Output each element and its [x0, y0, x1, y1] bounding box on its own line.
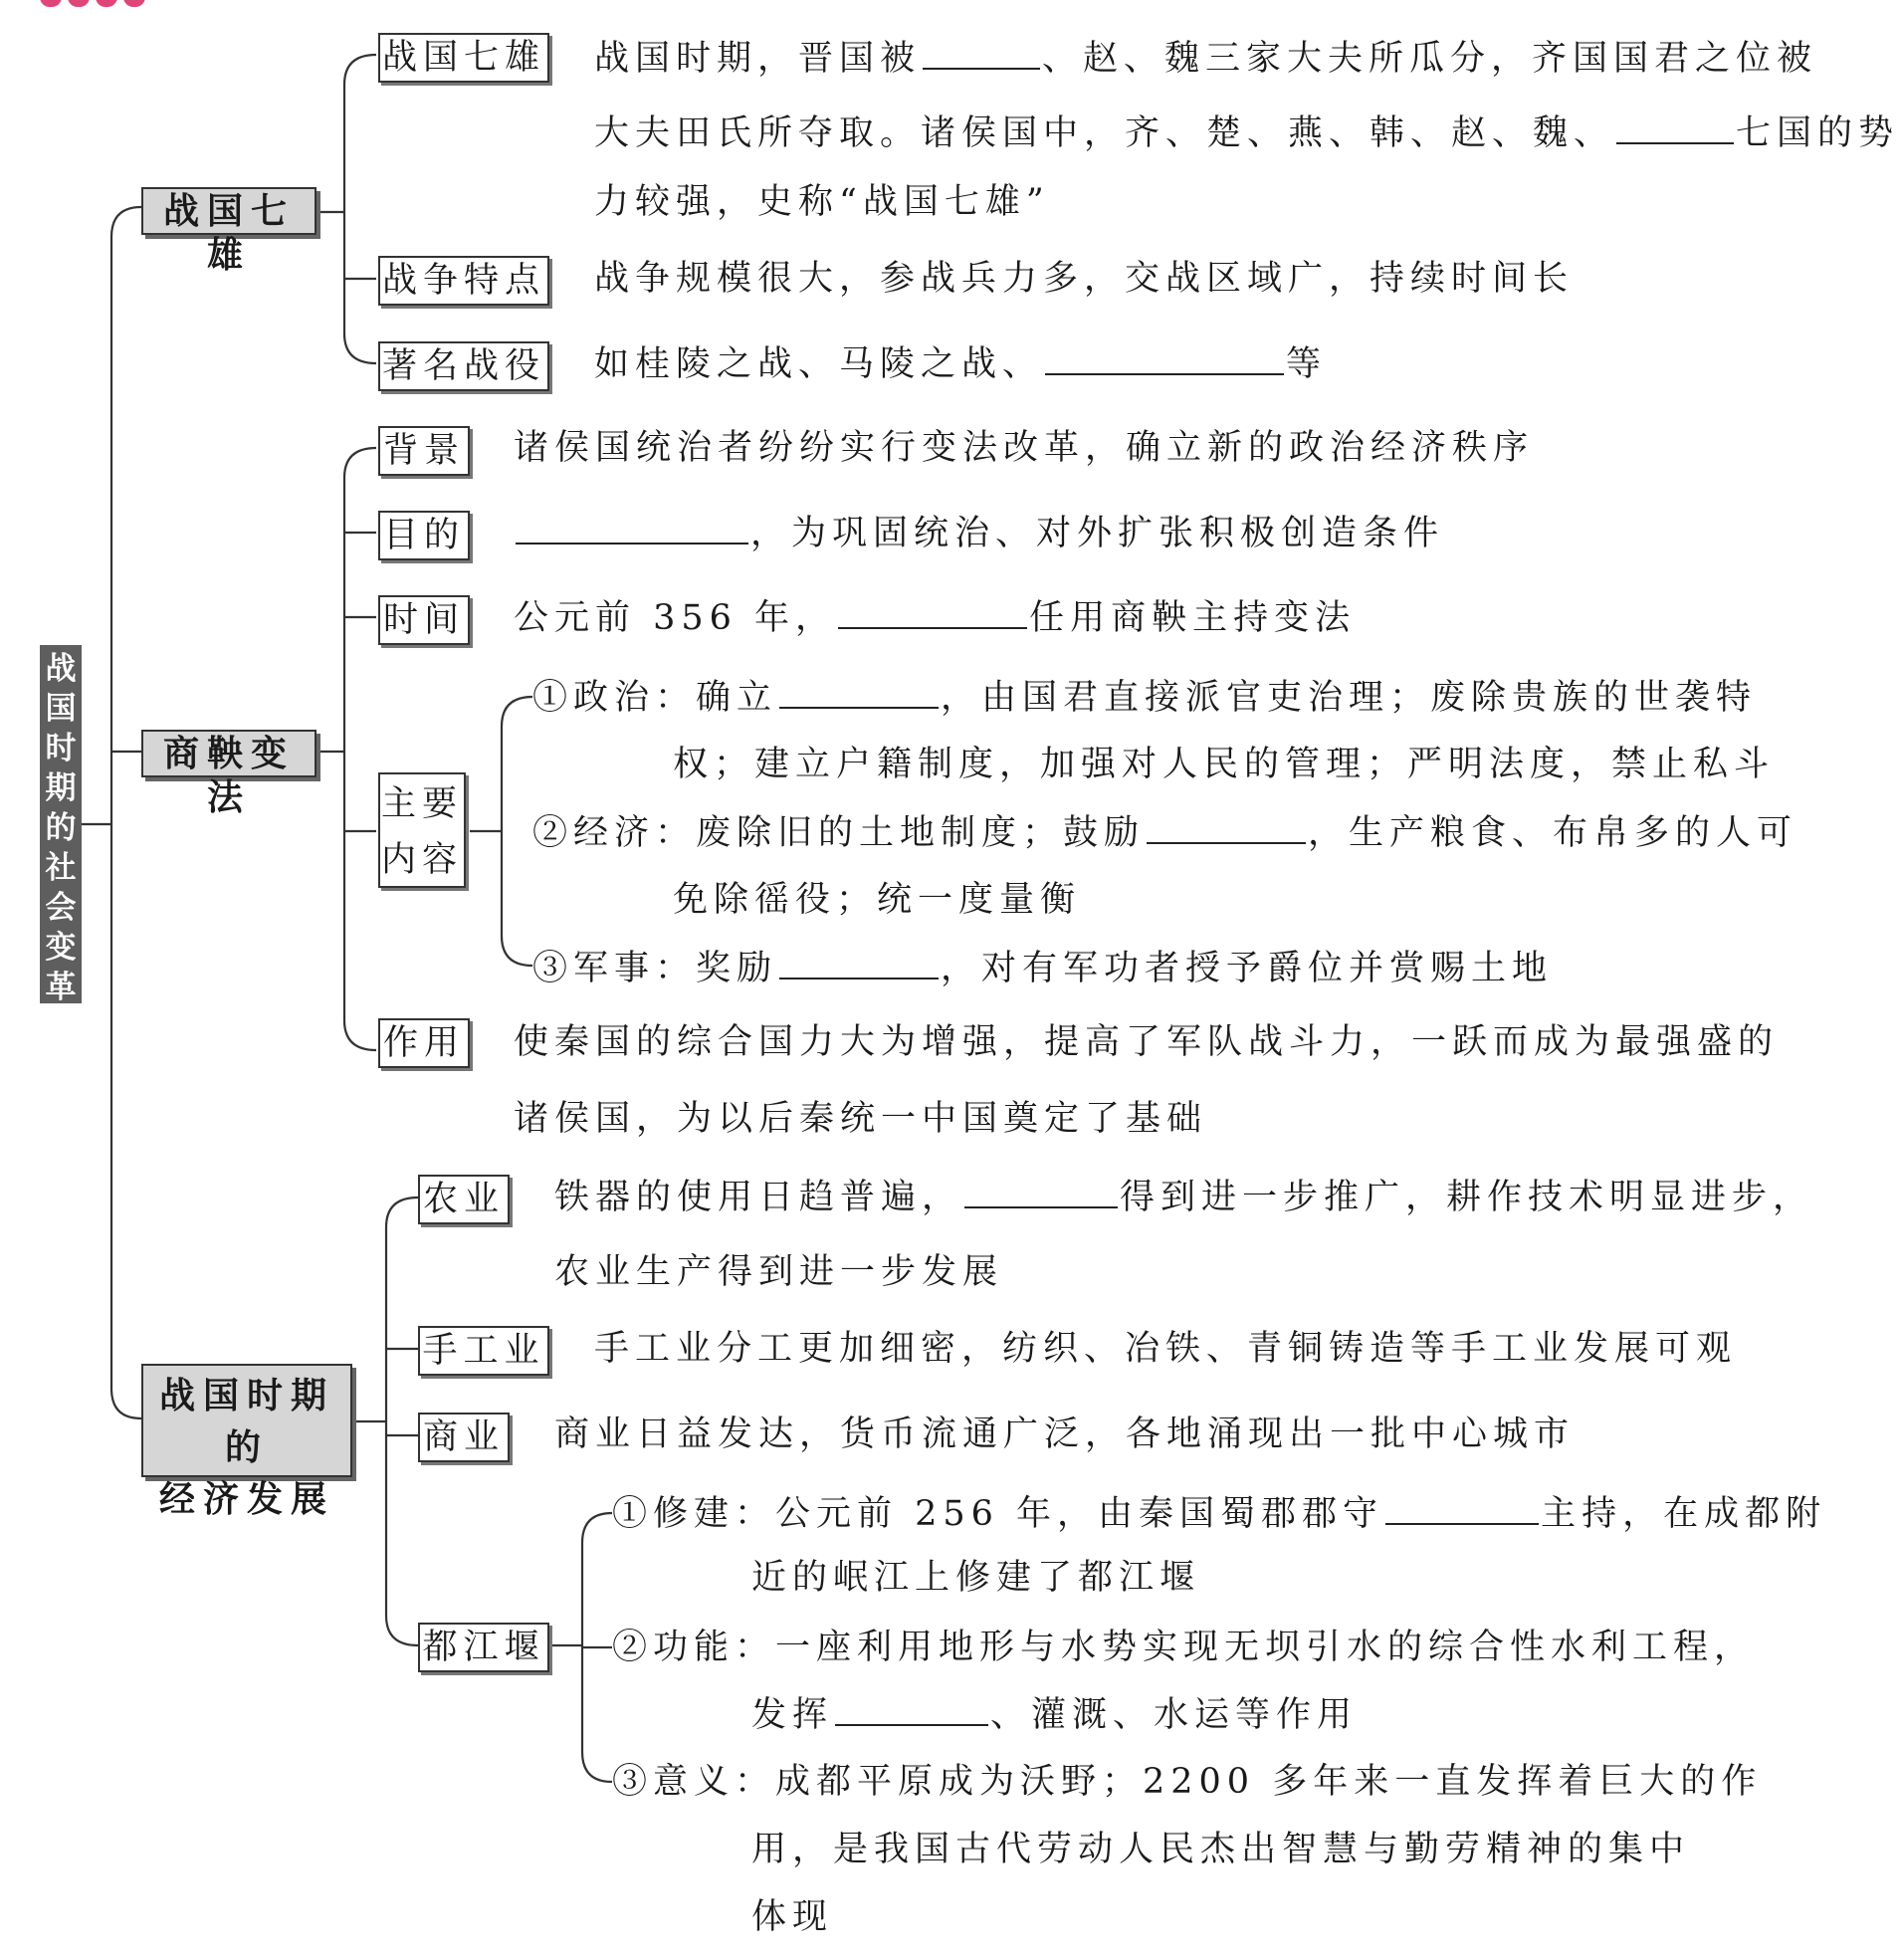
- fill-blank: [1045, 343, 1284, 375]
- significance-line-3: [751, 1897, 833, 1937]
- text-seg: 发挥: [751, 1695, 834, 1735]
- branch-reform-box: [141, 730, 316, 818]
- famous-battles-text: [594, 343, 1327, 384]
- text-seg: ，为巩固统治、对外扩张积极创造条件: [750, 514, 1445, 553]
- sub-main-content-line2: 内容: [380, 840, 463, 880]
- economy-point-line-2: [673, 880, 1081, 920]
- text-seg: 使秦国的综合国力大为增强，提高了军队战斗力，一跃而成为最强盛的: [514, 1022, 1780, 1062]
- sub-purpose-label: 目的: [382, 516, 465, 555]
- text-seg: 铁器的使用日趋普遍，: [554, 1178, 963, 1217]
- construction-line-1: [612, 1493, 1826, 1534]
- function-line-2: [751, 1694, 1358, 1735]
- fill-blank: [1147, 812, 1306, 844]
- branch-economy-box: [141, 1364, 352, 1520]
- text-seg: 农业生产得到进一步发展: [554, 1252, 1004, 1292]
- significance-line-1: [612, 1762, 1762, 1802]
- politics-line-2: [673, 745, 1775, 784]
- text-seg: 如桂陵之战、马陵之战、: [594, 344, 1044, 384]
- sub-war-features-label: 战争特点: [381, 261, 545, 301]
- purpose-text: [514, 513, 1444, 553]
- text-seg: 体现: [751, 1897, 834, 1937]
- sub-seven-heroes-label: 战国七雄: [381, 38, 545, 78]
- branch-seven-label: 战国七雄: [162, 190, 295, 276]
- text-seg: 免除徭役；统一度量衡: [673, 880, 1082, 920]
- sub-purpose: [378, 511, 470, 560]
- text-seg: 公元前 356 年，: [514, 598, 837, 638]
- fill-blank: [779, 677, 939, 709]
- construction-line-2: [751, 1558, 1200, 1598]
- economy-point-line-1: [532, 812, 1797, 853]
- text-seg: ，对有军功者授予爵位并赏赐土地: [941, 949, 1554, 988]
- commerce-text: [554, 1415, 1575, 1454]
- text-seg: ，由国君直接派官吏治理；废除贵族的世袭特: [941, 678, 1758, 718]
- text-seg: 商业日益发达，货币流通广泛，各地涌现出一批中心城市: [554, 1415, 1576, 1454]
- sub-commerce-label: 商业: [422, 1417, 505, 1457]
- text-seg: 任用商鞅主持变法: [1029, 598, 1357, 638]
- text-seg: 七国的势: [1736, 113, 1899, 153]
- text-seg: ③意义：成都平原成为沃野；2200 多年来一直发挥着巨大的作: [612, 1762, 1763, 1802]
- text-seg: 、赵、魏三家大夫所瓜分，齐国国君之位被: [1042, 39, 1818, 79]
- sub-handicraft: [418, 1326, 549, 1376]
- sub-effect: [378, 1018, 470, 1068]
- war-features-text: [594, 259, 1574, 299]
- sub-time-label: 时间: [382, 600, 465, 640]
- sub-effect-label: 作用: [382, 1023, 465, 1063]
- sub-background: [378, 426, 470, 476]
- fill-blank: [835, 1694, 988, 1726]
- sub-agriculture: [418, 1175, 510, 1224]
- effect-line-2: [514, 1099, 1207, 1139]
- text-seg: 诸侯国，为以后秦统一中国奠定了基础: [514, 1099, 1208, 1139]
- text-seg: 诸侯国统治者纷纷实行变法改革，确立新的政治经济秩序: [514, 428, 1535, 468]
- root-title-box: [40, 645, 82, 1003]
- text-seg: 得到进一步推广，耕作技术明显进步，: [1120, 1178, 1814, 1217]
- text-seg: 战国时期，晋国被: [594, 39, 922, 79]
- text-seg: ③军事：奖励: [532, 949, 778, 988]
- text-seg: 战争规模很大，参战兵力多，交战区域广，持续时间长: [594, 259, 1575, 299]
- text-seg: 手工业分工更加细密，纺织、冶铁、青铜铸造等手工业发展可观: [594, 1329, 1738, 1369]
- sub-time: [378, 595, 470, 645]
- text-seg: 主持，在成都附: [1541, 1494, 1827, 1534]
- sub-background-label: 背景: [382, 431, 465, 471]
- agriculture-line-2: [554, 1252, 1003, 1292]
- text-seg: ②经济：废除旧的土地制度；鼓励: [532, 813, 1146, 853]
- root-title: 战国时期的社会变革: [45, 651, 77, 1005]
- text-seg: 大夫田氏所夺取。诸侯国中，齐、楚、燕、韩、赵、魏、: [594, 113, 1615, 153]
- branch-economy-label-line1: 战国时期的: [158, 1375, 334, 1468]
- sub-commerce: [418, 1413, 510, 1462]
- text-seg: 权；建立户籍制度，加强对人民的管理；严明法度，禁止私斗: [673, 745, 1776, 784]
- time-text: [514, 597, 1356, 638]
- seven-line-2: [594, 112, 1899, 153]
- significance-line-2: [751, 1830, 1690, 1869]
- sub-war-features: [378, 256, 549, 306]
- branch-seven-box: [141, 187, 316, 276]
- seven-line-1: [594, 38, 1817, 79]
- fill-blank: [516, 513, 748, 544]
- text-seg: 用，是我国古代劳动人民杰出智慧与勤劳精神的集中: [751, 1830, 1691, 1869]
- military-line: [532, 948, 1553, 988]
- fill-blank: [923, 38, 1040, 70]
- seven-line-3: [594, 182, 1050, 222]
- sub-agriculture-label: 农业: [422, 1180, 505, 1219]
- text-seg: 等: [1286, 344, 1328, 384]
- sub-handicraft-label: 手工业: [422, 1331, 545, 1371]
- sub-famous-battles: [378, 341, 549, 391]
- text-seg: 力较强，史称“战国七雄”: [594, 182, 1050, 222]
- text-seg: ①政治：确立: [532, 678, 778, 718]
- sub-dujiangyan-label: 都江堰: [422, 1628, 545, 1667]
- text-seg: ，生产粮食、布帛多的人可: [1308, 813, 1798, 853]
- text-seg: 、灌溉、水运等作用: [990, 1695, 1359, 1735]
- effect-line-1: [514, 1022, 1779, 1062]
- handicraft-text: [594, 1329, 1737, 1369]
- sub-seven-heroes: [378, 33, 549, 83]
- background-text: [514, 428, 1534, 468]
- fill-blank: [964, 1177, 1118, 1208]
- text-seg: ①修建：公元前 256 年，由秦国蜀郡郡守: [612, 1494, 1384, 1534]
- sub-main-content: [378, 772, 466, 888]
- agriculture-line-1: [554, 1177, 1813, 1217]
- politics-line-1: [532, 677, 1757, 718]
- branch-reform-label: 商鞅变法: [162, 733, 295, 818]
- function-line-1: [612, 1628, 1755, 1667]
- fill-blank: [1385, 1493, 1539, 1525]
- sub-main-content-line1: 主要: [380, 784, 463, 824]
- text-seg: ②功能：一座利用地形与水势实现无坝引水的综合性水利工程，: [612, 1628, 1756, 1667]
- fill-blank: [779, 948, 939, 980]
- fill-blank: [1616, 112, 1734, 144]
- fill-blank: [838, 597, 1027, 629]
- sub-dujiangyan: [418, 1623, 549, 1672]
- text-seg: 近的岷江上修建了都江堰: [751, 1558, 1201, 1598]
- sub-famous-battles-label: 著名战役: [381, 346, 545, 386]
- branch-economy-label-line2: 经济发展: [158, 1478, 334, 1520]
